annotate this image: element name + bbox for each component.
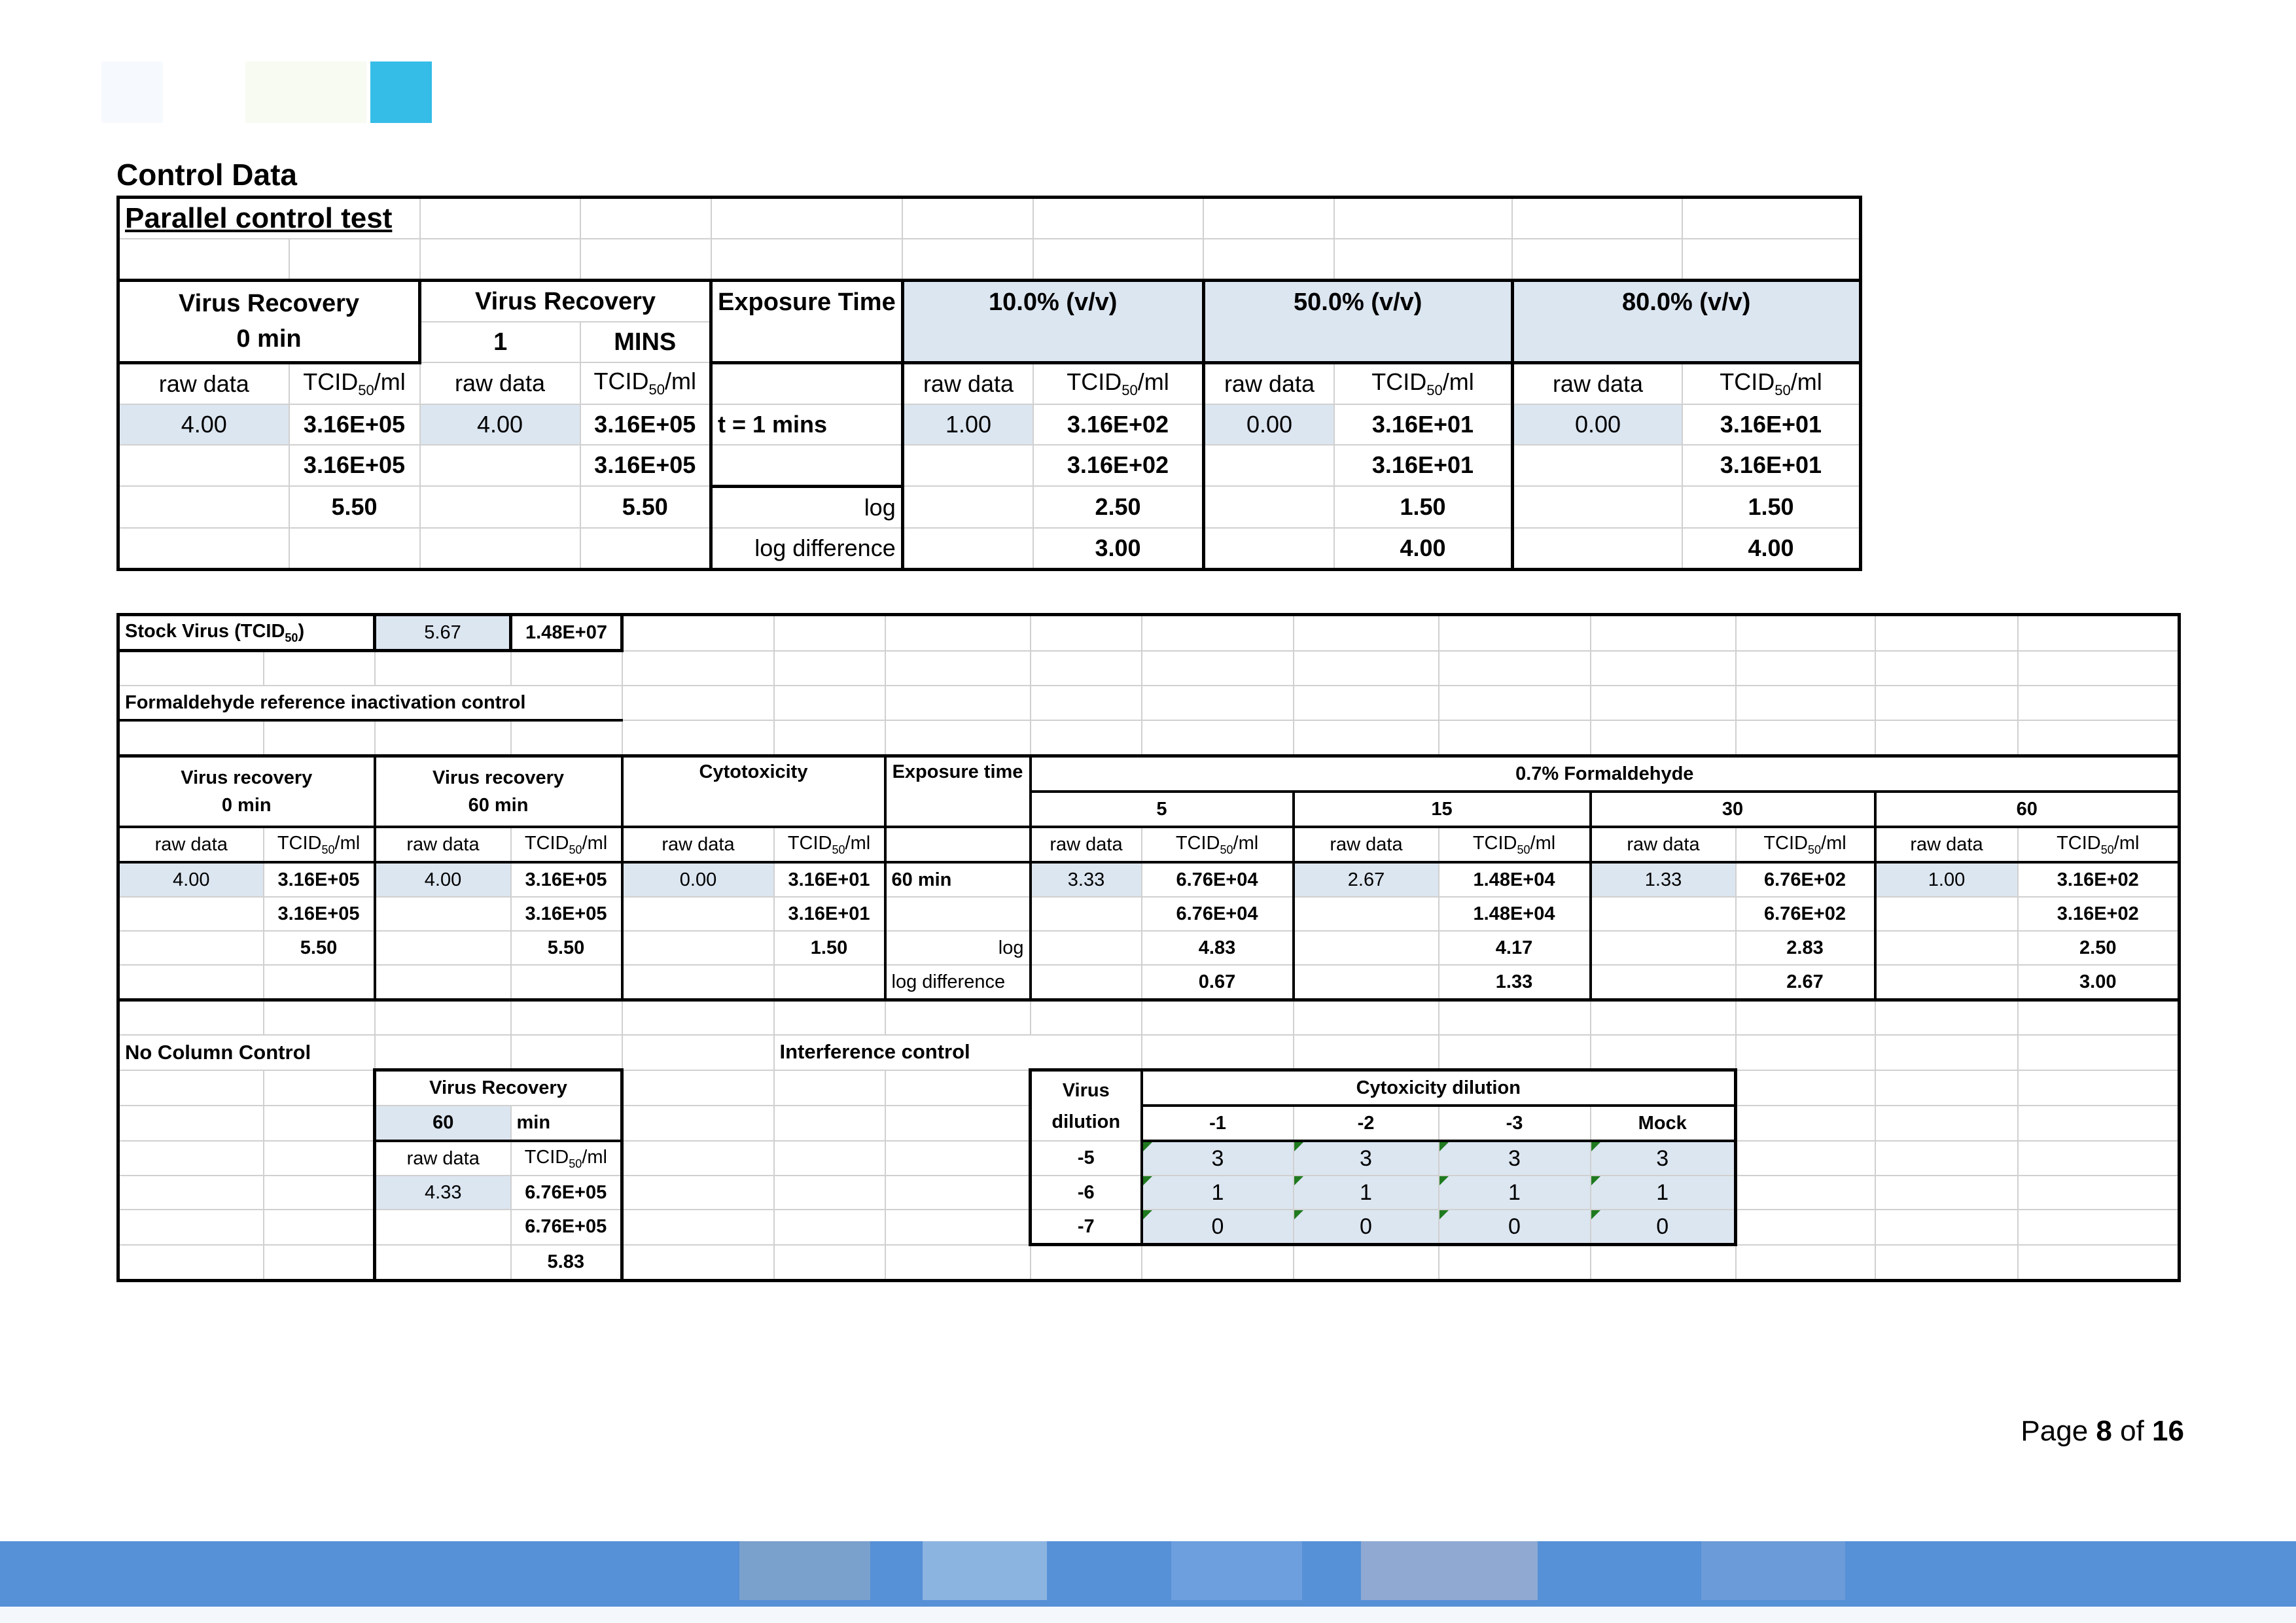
raw-data-header: raw data — [1512, 362, 1682, 404]
t5-raw: 3.33 — [1031, 862, 1142, 897]
parallel-title: Parallel control test — [118, 198, 420, 239]
t5-value-1: 6.76E+04 — [1142, 862, 1294, 897]
f-vr60-raw: 4.00 — [375, 862, 511, 897]
formaldehyde-title: Formaldehyde reference inactivation control — [118, 686, 622, 720]
t60-value-2: 3.16E+02 — [2018, 897, 2180, 931]
raw-data-header: raw data — [1031, 827, 1142, 862]
log-difference-label: log difference — [711, 528, 903, 570]
raw-data-header: raw data — [1203, 362, 1334, 404]
t30-raw: 1.33 — [1591, 862, 1736, 897]
raw-data-header: raw data — [1294, 827, 1439, 862]
tcid-header: $TCID_{50}/ml$ — [1682, 362, 1860, 404]
virus-label: Virus — [1062, 1079, 1110, 1101]
t15-value-2: 1.48E+04 — [1439, 897, 1591, 931]
tcid-header: $TCID_{50}/ml$ — [289, 362, 420, 404]
cyto-value-2: 3.16E+01 — [774, 897, 885, 931]
cytotoxicity-header: Cytotoxicity — [622, 756, 885, 828]
ic-r1-mock: 3 — [1591, 1141, 1736, 1176]
f-vr0-label: Virus recovery — [181, 767, 313, 788]
f-vr60-time: 60 min — [468, 795, 529, 816]
interference-title: Interference control — [774, 1035, 1142, 1070]
c80-value-1: 3.16E+01 — [1682, 404, 1860, 445]
time-15-header: 15 — [1294, 792, 1591, 827]
logo-block-mid — [245, 61, 366, 123]
f-vr0-log: 5.50 — [264, 931, 375, 965]
tcid-header: $TCID_{50}/ml$ — [511, 827, 622, 862]
time-5-header: 5 — [1031, 792, 1294, 827]
vr0-label: Virus Recovery — [178, 290, 360, 318]
vr1-label: Virus Recovery — [420, 281, 711, 323]
stock-virus-label: Stock Virus $(TCID_{50})$ — [118, 615, 375, 651]
c80-raw: 0.00 — [1512, 404, 1682, 445]
footer-band — [0, 1541, 2296, 1623]
formaldehyde-conc-header: 0.7% Formaldehyde — [1031, 756, 2180, 792]
raw-data-header: raw data — [622, 827, 774, 862]
f-vr0-raw: 4.00 — [118, 862, 264, 897]
conc-10-header: 10.0% (v/v) — [902, 281, 1203, 363]
log-label: log — [711, 486, 903, 528]
raw-data-header: raw data — [902, 362, 1033, 404]
t15-log: 4.17 — [1439, 931, 1591, 965]
raw-data-header: raw data — [420, 362, 580, 404]
tcid-header: $TCID_{50}/ml$ — [1334, 362, 1512, 404]
f-vr60-label: Virus recovery — [433, 767, 564, 788]
cyto-value-1: 3.16E+01 — [774, 862, 885, 897]
cyto-log: 1.50 — [774, 931, 885, 965]
dil-col-mock: Mock — [1591, 1106, 1736, 1141]
ic-r3-c2: 0 — [1294, 1210, 1439, 1245]
exposure-t-label: t = 1 mins — [711, 404, 903, 445]
t15-raw: 2.67 — [1294, 862, 1439, 897]
nc-time: 60 — [375, 1106, 511, 1141]
cytoxicity-dilution-header: Cytoxicity dilution — [1142, 1070, 1736, 1106]
f-exposure-header: Exposure time — [885, 756, 1031, 828]
exposure-time-header: Exposure Time — [711, 281, 903, 363]
t30-log: 2.83 — [1736, 931, 1875, 965]
virus-dil-3: -7 — [1031, 1210, 1142, 1245]
t30-value-1: 6.76E+02 — [1736, 862, 1875, 897]
t5-log-diff: 0.67 — [1142, 965, 1294, 1000]
c10-value-1: 3.16E+02 — [1033, 404, 1203, 445]
vr1-log: 5.50 — [580, 486, 711, 528]
t60-value-1: 3.16E+02 — [2018, 862, 2180, 897]
f-vr0-time: 0 min — [221, 795, 272, 816]
c50-value-2: 3.16E+01 — [1334, 445, 1512, 487]
c50-log-diff: 4.00 — [1334, 528, 1512, 570]
t60-log: 2.50 — [2018, 931, 2180, 965]
vr0-log: 5.50 — [289, 486, 420, 528]
f-vr0-value-2: 3.16E+05 — [264, 897, 375, 931]
tcid-header: $TCID_{50}/ml$ — [580, 362, 711, 404]
dilution-label: dilution — [1051, 1111, 1121, 1132]
tcid-header: $TCID_{50}/ml$ — [511, 1141, 622, 1176]
c10-log-diff: 3.00 — [1033, 528, 1203, 570]
formaldehyde-control-table — [116, 613, 2181, 1282]
t60-raw: 1.00 — [1875, 862, 2018, 897]
f-log-difference-label: log difference — [885, 965, 1031, 1000]
vr0-value-1: 3.16E+05 — [289, 404, 420, 445]
t15-value-1: 1.48E+04 — [1439, 862, 1591, 897]
vr0-time: 0 min — [236, 325, 302, 353]
dil-col-2: -2 — [1294, 1106, 1439, 1141]
c50-log: 1.50 — [1334, 486, 1512, 528]
t30-log-diff: 2.67 — [1736, 965, 1875, 1000]
vr0-raw: 4.00 — [118, 404, 289, 445]
time-60-header: 60 — [1875, 792, 2180, 827]
logo-accent-square — [370, 61, 432, 123]
conc-50-header: 50.0% (v/v) — [1203, 281, 1512, 363]
f-vr60-value-2: 3.16E+05 — [511, 897, 622, 931]
ic-r3-c1: 0 — [1142, 1210, 1294, 1245]
stock-virus-log: 5.67 — [375, 615, 511, 651]
stock-virus-value: 1.48E+07 — [511, 615, 622, 651]
raw-data-header: raw data — [118, 362, 289, 404]
c80-log-diff: 4.00 — [1682, 528, 1860, 570]
c10-value-2: 3.16E+02 — [1033, 445, 1203, 487]
nc-raw: 4.33 — [375, 1176, 511, 1210]
page-title: Control Data — [116, 158, 297, 192]
vr1-time: 1 — [420, 322, 580, 362]
t15-log-diff: 1.33 — [1439, 965, 1591, 1000]
ic-r3-c3: 0 — [1439, 1210, 1591, 1245]
c80-log: 1.50 — [1682, 486, 1860, 528]
c10-raw: 1.00 — [902, 404, 1033, 445]
c80-value-2: 3.16E+01 — [1682, 445, 1860, 487]
f-vr0-value-1: 3.16E+05 — [264, 862, 375, 897]
nc-value-2: 6.76E+05 — [511, 1210, 622, 1245]
virus-dil-2: -6 — [1031, 1176, 1142, 1210]
raw-data-header: raw data — [375, 827, 511, 862]
vr1-value-1: 3.16E+05 — [580, 404, 711, 445]
nc-value-1: 6.76E+05 — [511, 1176, 622, 1210]
vr1-unit: MINS — [580, 322, 711, 362]
vr1-raw: 4.00 — [420, 404, 580, 445]
dil-col-3: -3 — [1439, 1106, 1591, 1141]
ic-r2-c2: 1 — [1294, 1176, 1439, 1210]
virus-dil-1: -5 — [1031, 1141, 1142, 1176]
vr1-value-2: 3.16E+05 — [580, 445, 711, 487]
tcid-header: $TCID_{50}/ml$ — [264, 827, 375, 862]
ic-r1-c3: 3 — [1439, 1141, 1591, 1176]
no-column-title: No Column Control — [118, 1035, 375, 1070]
t5-value-2: 6.76E+04 — [1142, 897, 1294, 931]
f-vr60-value-1: 3.16E+05 — [511, 862, 622, 897]
tcid-header: $TCID_{50}/ml$ — [774, 827, 885, 862]
c50-value-1: 3.16E+01 — [1334, 404, 1512, 445]
vr0-value-2: 3.16E+05 — [289, 445, 420, 487]
raw-data-header: raw data — [1875, 827, 2018, 862]
ic-r1-c2: 3 — [1294, 1141, 1439, 1176]
t5-log: 4.83 — [1142, 931, 1294, 965]
f-time-label: 60 min — [885, 862, 1031, 897]
c50-raw: 0.00 — [1203, 404, 1334, 445]
nc-virus-recovery-header: Virus Recovery — [375, 1070, 622, 1106]
page-number: Page 8 of 16 — [2021, 1415, 2184, 1447]
ic-r2-mock: 1 — [1591, 1176, 1736, 1210]
t30-value-2: 6.76E+02 — [1736, 897, 1875, 931]
conc-80-header: 80.0% (v/v) — [1512, 281, 1860, 363]
t60-log-diff: 3.00 — [2018, 965, 2180, 1000]
dil-col-1: -1 — [1142, 1106, 1294, 1141]
f-log-label: log — [885, 931, 1031, 965]
ic-r2-c1: 1 — [1142, 1176, 1294, 1210]
tcid-header: $TCID_{50}/ml$ — [1033, 362, 1203, 404]
tcid-header: $TCID_{50}/ml$ — [1736, 827, 1875, 862]
tcid-header: $TCID_{50}/ml$ — [1142, 827, 1294, 862]
tcid-header: $TCID_{50}/ml$ — [2018, 827, 2180, 862]
cyto-raw: 0.00 — [622, 862, 774, 897]
raw-data-header: raw data — [1591, 827, 1736, 862]
parallel-control-table — [116, 196, 1862, 571]
raw-data-header: raw data — [375, 1141, 511, 1176]
nc-unit: min — [511, 1106, 622, 1141]
time-30-header: 30 — [1591, 792, 1875, 827]
ic-r2-c3: 1 — [1439, 1176, 1591, 1210]
ic-r3-mock: 0 — [1591, 1210, 1736, 1245]
raw-data-header: raw data — [118, 827, 264, 862]
tcid-header: $TCID_{50}/ml$ — [1439, 827, 1591, 862]
logo-block-left — [101, 61, 163, 123]
c10-log: 2.50 — [1033, 486, 1203, 528]
nc-log: 5.83 — [511, 1245, 622, 1281]
ic-r1-c1: 3 — [1142, 1141, 1294, 1176]
f-vr60-log: 5.50 — [511, 931, 622, 965]
